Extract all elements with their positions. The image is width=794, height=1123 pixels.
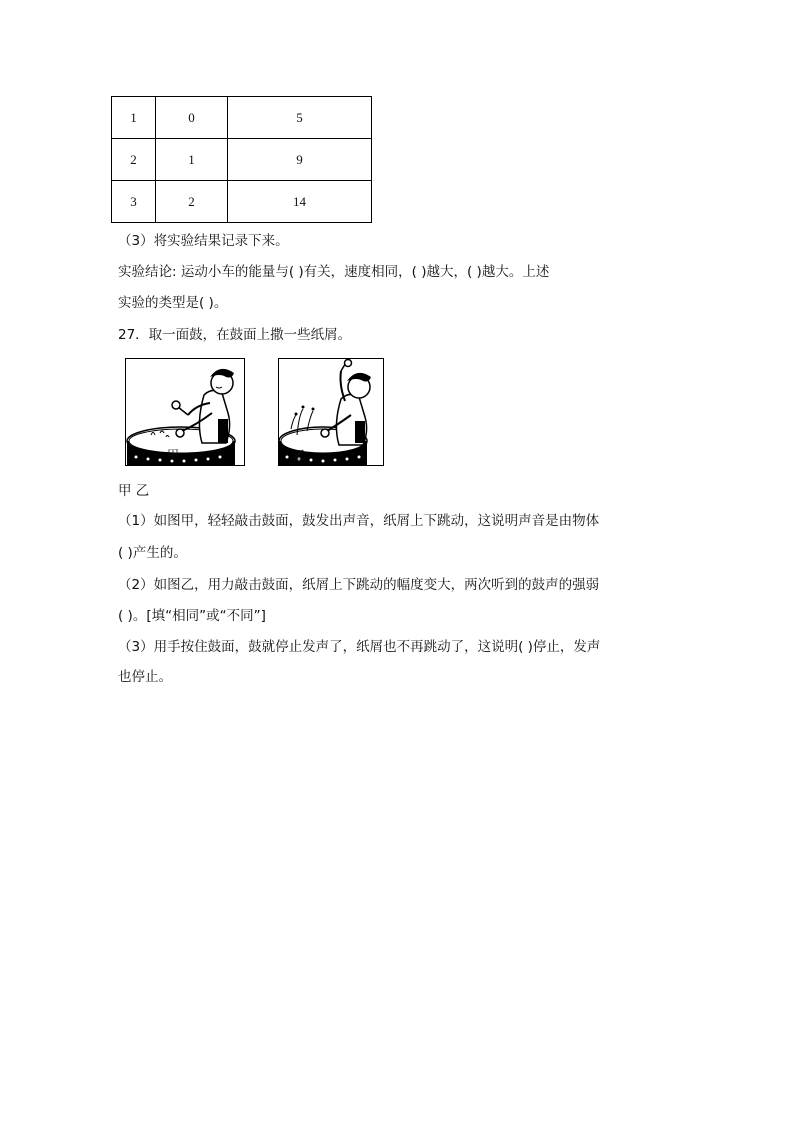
table-cell: 2 [156,181,228,223]
q27-part2-line2: ( )。[填“相同”或“不同”] [118,608,266,624]
table-row [112,181,372,223]
table-cell: 2 [112,139,156,181]
q26-step3: （3）将实验结果记录下来。 [118,233,289,249]
table-cell: 14 [228,181,372,223]
table-cell: 0 [156,97,228,139]
q27-part3-line1: （3）用手按住鼓面，鼓就停止发声了，纸屑也不再跳动了，这说明( )停止，发声 [118,639,601,655]
q27-part3-line2: 也停止。 [118,669,172,685]
q27-title: 27．取一面鼓，在鼓面上撒一些纸屑。 [118,327,352,343]
drummer-gentle-illustration [126,359,244,465]
q26-conclusion-line2: 实验的类型是( )。 [118,295,228,311]
table-cell: 3 [112,181,156,223]
table-cell: 1 [112,97,156,139]
q27-part1-line2: ( )产生的。 [118,545,187,561]
q26-conclusion-line1: 实验结论: 运动小车的能量与( )有关，速度相同，( )越大，( )越大。上述 [118,264,550,280]
table-row [112,139,372,181]
figure-caption: 甲 乙 [118,483,150,499]
figure-label-yi: 乙 [294,448,307,462]
table-row [112,97,372,139]
table-cell: 5 [228,97,372,139]
table-cell: 9 [228,139,372,181]
experiment-table [111,96,372,223]
table-cell: 1 [156,139,228,181]
q27-part1-line1: （1）如图甲，轻轻敲击鼓面，鼓发出声音，纸屑上下跳动，这说明声音是由物体 [118,513,600,529]
q27-part2-line1: （2）如图乙，用力敲击鼓面，纸屑上下跳动的幅度变大，两次听到的鼓声的强弱 [118,577,600,593]
drum-figure-jia [125,358,245,466]
figure-label-jia: 甲 [167,448,180,462]
